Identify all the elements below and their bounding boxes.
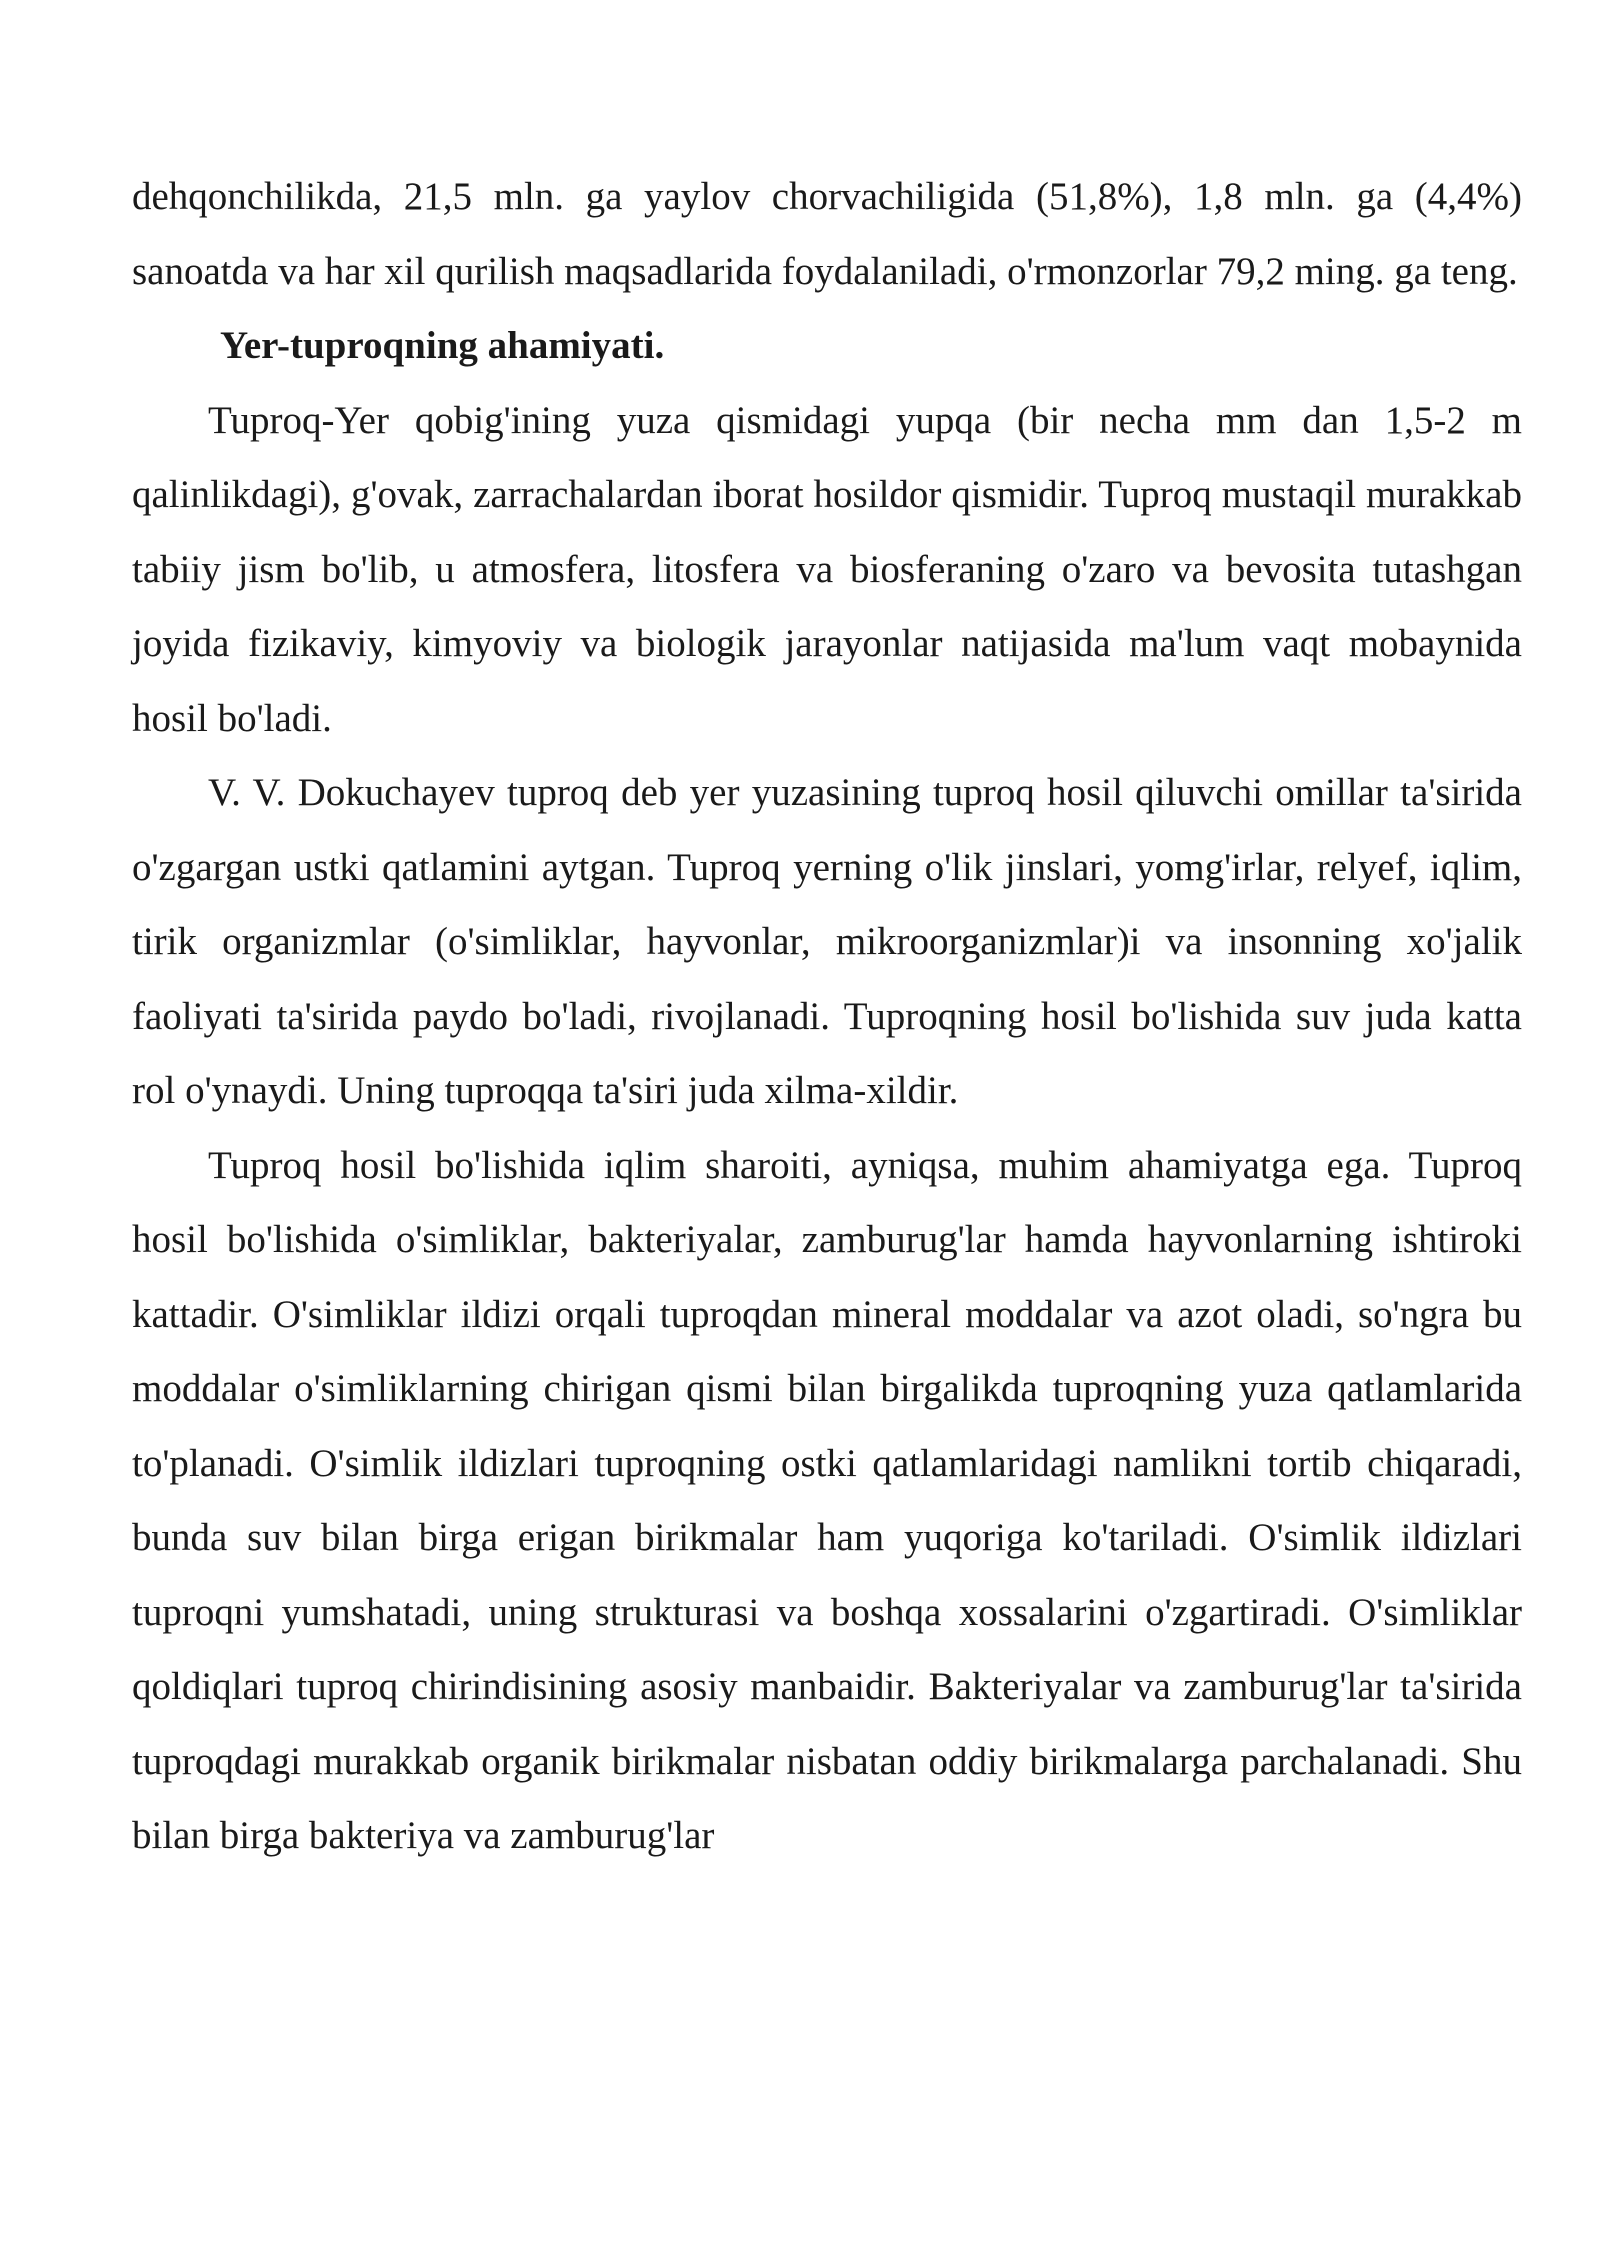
document-page: [132, 160, 1522, 1874]
paragraph-dokuchayev: V. V. Dokuchayev tuproq deb yer yuzasining tuproq hosil qiluvchi omillar ta'sirida o'zgargan ustki qatlamini aytgan. Tuproq yerning o'lik jinslari, yomg'irlar, relyef, iqlim, tirik organizmlar (o'simliklar, hayvonlar, mikroorganizmlar)i va insonning xo'jalik faoliyati ta'sirida paydo bo'ladi, rivojlanadi. Tuproqning hosil bo'lishida suv juda katta rol o'ynaydi. Uning tuproqqa ta'siri juda xilma-xildir.: [132, 771, 1522, 1112]
paragraph-soil-formation: Tuproq hosil bo'lishida iqlim sharoiti, ayniqsa, muhim ahamiyatga ega. Tuproq hosil bo'lishida o'simliklar, bakteriyalar, zamburug'lar hamda hayvonlarning ishtiroki kattadir. O'simliklar ildizi orqali tuproqdan mineral moddalar va azot oladi, so'ngra bu moddalar o'simliklarning chirigan qismi bilan birgalikda tuproqning yuza qatlamlarida to'planadi. O'simlik ildizlari tuproqning ostki qatlamlaridagi namlikni tortib chiqaradi, bunda suv bilan birga erigan birikmalar ham yuqoriga ko'tariladi. O'simlik ildizlari tuproqni yumshatadi, uning strukturasi va boshqa xossalarini o'zgartiradi. O'simliklar qoldiqlari tuproq chirindisining asosiy manbaidir. Bakteriyalar va zamburug'lar ta'sirida tuproqdagi murakkab organik birikmalar nisbatan oddiy birikmalarga parchalanadi. Shu bilan birga bakteriya va zamburug'lar: [132, 1143, 1522, 1857]
paragraph-continuation: dehqonchilikda, 21,5 mln. ga yaylov chorvachiligida (51,8%), 1,8 mln. ga (4,4%) sanoatda va har xil qurilish maqsadlarida foydalaniladi, o'rmonzorlar 79,2 ming. ga teng.: [132, 175, 1522, 293]
section-heading: Yer-tuproqning ahamiyati.: [220, 324, 665, 367]
paragraph-soil-definition: Tuproq-Yer qobig'ining yuza qismidagi yupqa (bir necha mm dan 1,5-2 m qalinlikdagi), g'ovak, zarrachalardan iborat hosildor qismidir. Tuproq mustaqil murakkab tabiiy jism bo'lib, u atmosfera, litosfera va biosferaning o'zaro va bevosita tutashgan joyida fizikaviy, kimyoviy va biologik jarayonlar natijasida ma'lum vaqt mobaynida hosil bo'ladi.: [132, 398, 1522, 740]
